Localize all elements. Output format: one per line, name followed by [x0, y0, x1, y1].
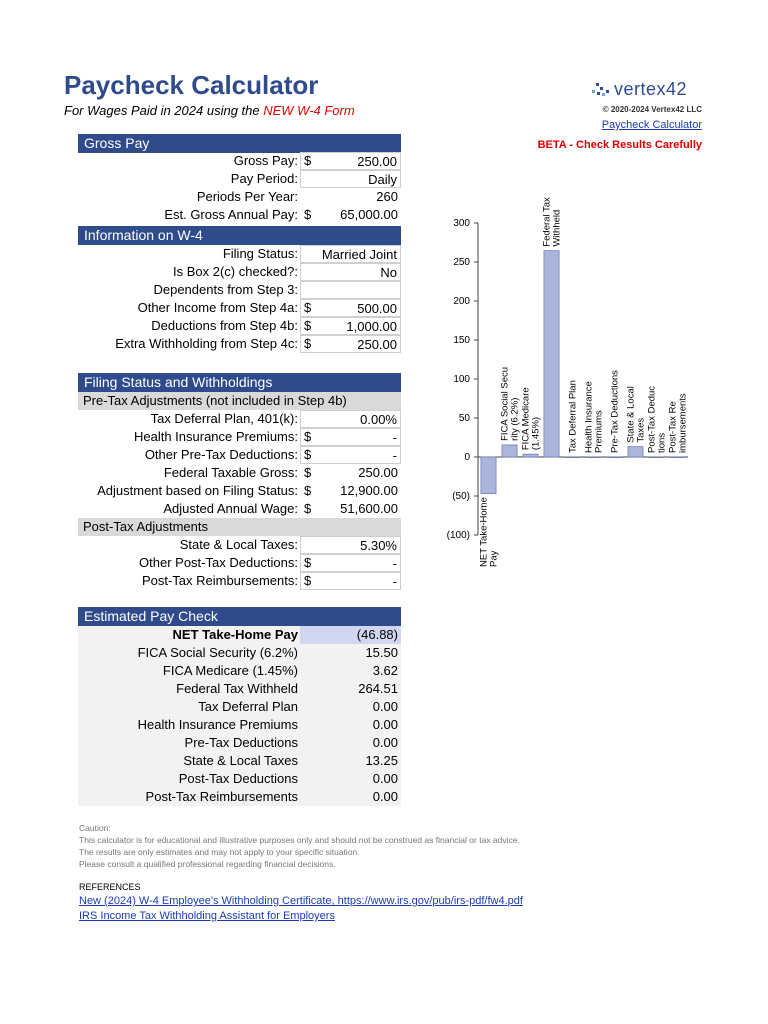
x-category-label: NET Take-HomePay	[478, 497, 500, 567]
x-category-label: FICA Medicare(1.45%)	[520, 387, 542, 451]
other-income-row	[78, 299, 401, 317]
row-label: Pre-Tax Deductions	[184, 735, 298, 750]
row-label: Health Insurance Premiums	[137, 717, 298, 732]
subtitle-highlight: NEW W-4 Form	[263, 103, 355, 118]
est-gross-annual-value: 65,000.00	[340, 207, 398, 222]
posttax-deductions-row	[78, 770, 401, 788]
row-label: FICA Medicare (1.45%)	[162, 663, 298, 678]
fica-medicare-row	[78, 662, 401, 680]
irs-assistant-link[interactable]: IRS Income Tax Withholding Assistant for Employers	[79, 910, 335, 922]
y-tick-label: (50)	[452, 491, 470, 502]
caution-line-1: This calculator is for educational and illustrative purposes only and should not be construed as financial or tax advice.	[79, 835, 520, 845]
x-category-label: State & LocalTaxes	[625, 386, 647, 443]
bar-9	[670, 457, 685, 458]
posttax-reimbursements-input[interactable]: -	[300, 572, 401, 590]
net-take-home-row	[78, 626, 401, 644]
currency-symbol: $	[304, 153, 312, 168]
posttax-adjustments-heading: Post-Tax Adjustments	[78, 518, 401, 536]
extra-withholding-input[interactable]: 250.00	[300, 335, 401, 353]
bar-5	[586, 457, 601, 458]
pretax-adjustments-heading: Pre-Tax Adjustments (not included in Step 4b)	[78, 392, 401, 410]
currency-symbol: $	[304, 447, 312, 462]
federal-tax-row	[78, 680, 401, 698]
periods-per-year-value: 260	[376, 189, 398, 204]
row-label: State & Local Taxes	[183, 753, 298, 768]
other-posttax-row	[78, 554, 401, 572]
row-label: Periods Per Year:	[196, 189, 298, 204]
pretax-deductions-row	[78, 734, 401, 752]
row-label: Post-Tax Deductions	[178, 771, 298, 786]
other-pretax-input[interactable]: -	[300, 446, 401, 464]
row-label: Is Box 2(c) checked?:	[173, 264, 298, 279]
bar-6	[607, 457, 622, 458]
filing-withholdings-heading: Filing Status and Withholdings	[78, 373, 401, 392]
row-label: Tax Deferral Plan, 401(k):	[150, 411, 298, 426]
posttax-reimb-value: 0.00	[372, 789, 398, 804]
currency-symbol: $	[304, 429, 312, 444]
federal-taxable-gross-row	[78, 464, 401, 482]
posttax-deductions-value: 0.00	[372, 771, 398, 786]
row-label: Est. Gross Annual Pay:	[164, 207, 298, 222]
logo-text: vertex42	[614, 79, 688, 99]
state-local-row	[78, 752, 401, 770]
row-label: Dependents from Step 3:	[153, 282, 298, 297]
health-premiums-row	[78, 716, 401, 734]
row-label: Deductions from Step 4b:	[151, 318, 298, 333]
health-insurance-row	[78, 428, 401, 446]
currency-symbol: $	[304, 300, 312, 315]
currency-symbol: $	[304, 336, 312, 351]
row-label: Other Pre-Tax Deductions:	[144, 447, 298, 462]
posttax-reimb-row	[78, 788, 401, 806]
other-pretax-row	[78, 446, 401, 464]
page-subtitle	[64, 103, 355, 118]
row-label: State & Local Taxes:	[179, 537, 298, 552]
x-category-label: Pre-Tax Deductions	[609, 370, 621, 453]
row-label: Pay Period:	[230, 171, 298, 186]
caution-line-3: Please consult a qualified professional regarding financial decisions.	[79, 859, 336, 869]
other-income-input[interactable]: 500.00	[300, 299, 401, 317]
federal-taxable-gross-value: 250.00	[358, 465, 398, 480]
estimated-pay-check-heading: Estimated Pay Check	[78, 607, 401, 626]
paycheck-calculator-link[interactable]: Paycheck Calculator	[601, 119, 702, 131]
tax-deferral-input[interactable]: 0.00%	[300, 410, 401, 428]
caution-line-2: The results are only estimates and may not apply to your specific situation.	[79, 847, 360, 857]
y-tick-label: 200	[453, 296, 470, 307]
tax-deferral-plan-value: 0.00	[372, 699, 398, 714]
vertex42-logo	[588, 78, 708, 100]
paycheck-bar-chart	[440, 170, 710, 590]
fica-medicare-value: 3.62	[372, 663, 398, 678]
pay-period-select[interactable]: Daily	[300, 170, 401, 188]
y-tick-label: 0	[464, 452, 470, 463]
net-take-home-value: (46.88)	[300, 626, 401, 644]
caution-title: Caution:	[79, 823, 111, 833]
currency-symbol: $	[304, 465, 312, 480]
copyright-text: © 2020-2024 Vertex42 LLC	[602, 105, 702, 114]
bar-0	[481, 457, 496, 494]
filing-status-row	[78, 245, 401, 263]
row-label: Adjusted Annual Wage:	[163, 501, 298, 516]
gross-pay-heading: Gross Pay	[78, 134, 401, 153]
row-label: Adjustment based on Filing Status:	[97, 483, 298, 498]
bar-7	[628, 447, 643, 457]
row-label: Filing Status:	[222, 246, 298, 261]
state-local-taxes-row	[78, 536, 401, 554]
x-category-label: FICA Social Security (6.2%)	[499, 366, 521, 441]
row-label: Gross Pay:	[233, 153, 298, 168]
x-category-label: Post-Tax Reimbursements	[667, 393, 689, 453]
subtitle-text: For Wages Paid in 2024 using the	[64, 103, 264, 118]
dependents-input[interactable]	[300, 281, 401, 299]
federal-tax-value: 264.51	[358, 681, 398, 696]
x-category-label: Tax Deferral Plan	[567, 380, 579, 453]
currency-symbol: $	[304, 555, 312, 570]
box-2c-select[interactable]: No	[300, 263, 401, 281]
x-category-label: Health InsurancePremiums	[583, 381, 605, 453]
pay-period-row	[78, 170, 401, 188]
x-category-label: Post-Tax Deductions	[646, 385, 668, 453]
row-label: Extra Withholding from Step 4c:	[115, 336, 298, 351]
page-title: Paycheck Calculator	[64, 70, 319, 100]
adjusted-annual-wage-value: 51,600.00	[340, 501, 398, 516]
currency-symbol: $	[304, 207, 312, 222]
deductions-input[interactable]: 1,000.00	[300, 317, 401, 335]
fica-ss-row	[78, 644, 401, 662]
other-posttax-input[interactable]: -	[300, 554, 401, 572]
health-premiums-value: 0.00	[372, 717, 398, 732]
y-tick-label: 50	[458, 413, 470, 424]
row-label: Tax Deferral Plan	[198, 699, 298, 714]
dependents-row	[78, 281, 401, 299]
health-insurance-input[interactable]: -	[300, 428, 401, 446]
references-title: REFERENCES	[79, 882, 141, 892]
bar-1	[502, 445, 517, 457]
currency-symbol: $	[304, 501, 312, 516]
w4-heading: Information on W-4	[78, 226, 401, 245]
y-tick-label: 100	[453, 374, 470, 385]
row-label: Post-Tax Reimbursements:	[141, 573, 298, 588]
bar-2	[523, 454, 538, 457]
currency-symbol: $	[304, 573, 312, 588]
tax-deferral-plan-row	[78, 698, 401, 716]
tax-deferral-row	[78, 410, 401, 428]
row-label: Other Post-Tax Deductions:	[139, 555, 298, 570]
bar-8	[649, 457, 664, 458]
caution-block	[79, 822, 520, 870]
fica-ss-value: 15.50	[365, 645, 398, 660]
state-local-taxes-input[interactable]: 5.30%	[300, 536, 401, 554]
row-label: Federal Taxable Gross:	[163, 465, 298, 480]
periods-per-year-row	[78, 188, 401, 206]
bar-3	[544, 251, 559, 457]
state-local-value: 13.25	[365, 753, 398, 768]
currency-symbol: $	[304, 483, 312, 498]
posttax-reimbursements-row	[78, 572, 401, 590]
beta-warning: BETA - Check Results Carefully	[537, 139, 702, 151]
gross-pay-row	[78, 152, 401, 170]
y-tick-label: 250	[453, 257, 470, 268]
y-tick-label: (100)	[446, 530, 470, 541]
row-label: Post-Tax Reimbursements	[145, 789, 298, 804]
x-category-label: Federal TaxWithheld	[541, 197, 563, 247]
row-label: Health Insurance Premiums:	[133, 429, 298, 444]
row-label: Federal Tax Withheld	[176, 681, 298, 696]
adjusted-annual-wage-row	[78, 500, 401, 518]
filing-adjustment-value: 12,900.00	[340, 483, 398, 498]
w4-reference-link[interactable]: New (2024) W-4 Employee's Withholding Certificate, https://www.irs.gov/pub/irs-pdf/fw4.pdf	[79, 895, 523, 907]
pretax-deductions-value: 0.00	[372, 735, 398, 750]
currency-symbol: $	[304, 318, 312, 333]
y-tick-label: 300	[453, 218, 470, 229]
logo-mark-icon	[588, 78, 708, 100]
extra-withholding-row	[78, 335, 401, 353]
box-2c-row	[78, 263, 401, 281]
y-tick-label: 150	[453, 335, 470, 346]
filing-status-select[interactable]: Married Joint	[300, 245, 401, 263]
bar-4	[565, 457, 580, 458]
filing-adjustment-row	[78, 482, 401, 500]
row-label: Other Income from Step 4a:	[137, 300, 298, 315]
est-gross-annual-row	[78, 206, 401, 224]
row-label: NET Take-Home Pay	[172, 627, 298, 642]
gross-pay-input[interactable]: 250.00	[300, 152, 401, 170]
row-label: FICA Social Security (6.2%)	[137, 645, 298, 660]
deductions-row	[78, 317, 401, 335]
